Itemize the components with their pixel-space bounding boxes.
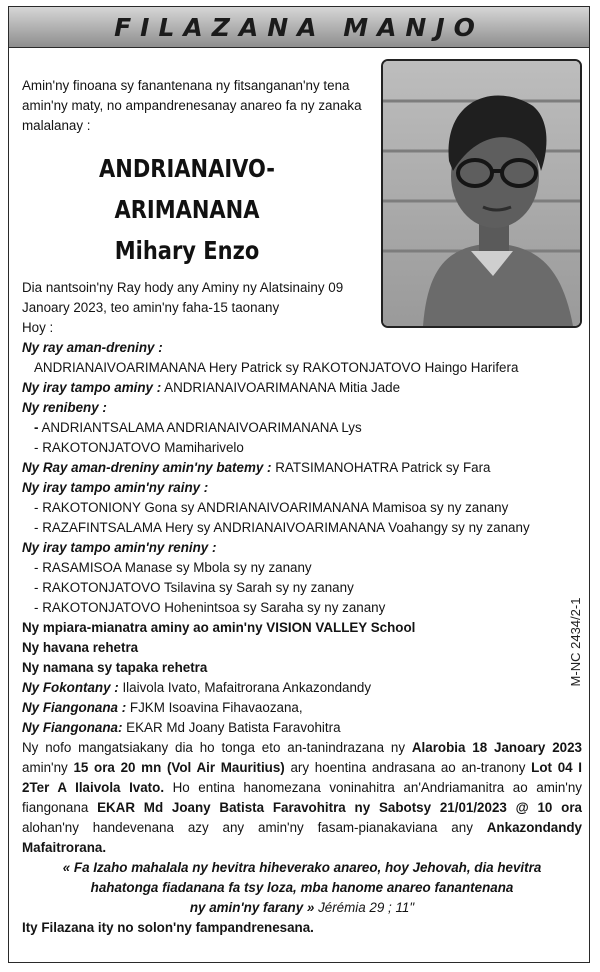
parents-label: Ny ray aman-dreniny : bbox=[22, 340, 163, 355]
death-line-3: Hoy : bbox=[22, 320, 54, 335]
publication-code: M-NC 2434/2-1 bbox=[568, 597, 583, 687]
deceased-name-line2: ARIMANANA bbox=[114, 195, 260, 224]
mother-siblings-item: - RASAMISOA Manase sy Mbola sy ny zanany bbox=[34, 560, 312, 575]
fokontany-label: Ny Fokontany : bbox=[22, 680, 119, 695]
mother-siblings-item: - RAKOTONJATOVO Hohenintsoa sy Saraha sy ny zanany bbox=[34, 600, 386, 615]
fokontany-value: Ilaivola Ivato, Mafaitrorana Ankazondandy bbox=[122, 680, 372, 695]
death-notice bbox=[22, 278, 377, 338]
deceased-name-line1: ANDRIANAIVO- bbox=[99, 154, 275, 183]
fiangonana2-label: Ny Fiangonana: bbox=[22, 720, 123, 735]
quote-line-3: ny amin'ny farany » bbox=[189, 900, 315, 915]
father-siblings-item: - RAKOTONIONY Gona sy ANDRIANAIVOARIMANANA Mamisoa sy ny zanany bbox=[34, 500, 509, 515]
closing-statement: Ity Filazana ity no solon'ny fampandrenesana. bbox=[22, 920, 314, 935]
quote-reference: Jérémia 29 ; 11" bbox=[314, 900, 415, 915]
friends-group: Ny namana sy tapaka rehetra bbox=[22, 660, 208, 675]
mother-siblings-item: - RAKOTONJATOVO Tsilavina sy Sarah sy ny zanany bbox=[34, 580, 354, 595]
funeral-details: Ny nofo mangatsiakany dia ho tonga eto an-tanindrazana ny Alarobia 18 Janoary 2023 amin'ny 15 ora 20 mn (Vol Air Mauritius) ary hoentina andrasana ao an-tranony Lot 04 I 2Ter A Ilaivola Ivato. Ho entina hanomezana voninahitra an'Andriamanitra ao amin'ny fiangonana EKAR Md Joany Batista Faravohitra ny Sabotsy 21/01/2023 @ 10 ora alohan'ny handevenana azy any amin'ny fasam-pianakaviana any Ankazondandy Mafaitrorana. bbox=[22, 740, 583, 855]
death-line-1: Dia nantsoin'ny Ray hody any Aminy ny Alatsinainy 09 bbox=[22, 280, 344, 295]
notice-header bbox=[9, 7, 589, 48]
quote-line-2: hahatonga fiadanana fa tsy loza, mba hanome anareo fanantenana bbox=[90, 880, 514, 895]
family-section bbox=[22, 338, 582, 618]
intro-text: Amin'ny finoana sy fanantenana ny fitsanganan'ny tena amin'ny maty, no ampandrenesanay anareo fa ny zanaka malalanay : bbox=[22, 78, 362, 133]
quote-line-1: « Fa Izaho mahalala ny hevitra hiheverako anareo, hoy Jehovah, dia hevitra bbox=[62, 860, 542, 875]
father-siblings-item: - RAZAFINTSALAMA Hery sy ANDRIANAIVOARIMANANA Voahangy sy ny zanany bbox=[34, 520, 530, 535]
grandparents-label: Ny Ray aman-dreniny amin'ny batemy : bbox=[22, 460, 272, 475]
fiangonana1-value: FJKM Isoavina Fihavaozana, bbox=[129, 700, 303, 715]
deceased-name-line3: Mihary Enzo bbox=[114, 236, 260, 265]
school-group: Ny mpiara-mianatra aminy ao amin'ny VISION VALLEY School bbox=[22, 620, 416, 635]
death-line-2: Janoary 2023, teo amin'ny faha-15 taonany bbox=[22, 300, 280, 315]
father-siblings-label: Ny iray tampo amin'ny rainy : bbox=[22, 480, 209, 495]
aunts-label: Ny renibeny : bbox=[22, 400, 107, 415]
bible-quote bbox=[32, 858, 572, 918]
grandparents-value: RATSIMANOHATRA Patrick sy Fara bbox=[275, 460, 491, 475]
sibling-value: ANDRIANAIVOARIMANANA Mitia Jade bbox=[164, 380, 401, 395]
mother-siblings-label: Ny iray tampo amin'ny reniny : bbox=[22, 540, 217, 555]
sibling-label: Ny iray tampo aminy : bbox=[22, 380, 162, 395]
aunts-item: - ANDRIANTSALAMA ANDRIANAIVOARIMANANA Lys bbox=[34, 420, 362, 435]
notice-body bbox=[22, 76, 582, 938]
aunts-item: - RAKOTONJATOVO Mamiharivelo bbox=[34, 440, 244, 455]
notice-title: FILAZANA MANJO bbox=[114, 13, 484, 42]
fiangonana1-label: Ny Fiangonana : bbox=[22, 700, 127, 715]
parents-value: ANDRIANAIVOARIMANANA Hery Patrick sy RAKOTONJATOVO Haingo Harifera bbox=[34, 360, 519, 375]
fiangonana2-value: EKAR Md Joany Batista Faravohitra bbox=[126, 720, 341, 735]
relatives-group: Ny havana rehetra bbox=[22, 640, 139, 655]
